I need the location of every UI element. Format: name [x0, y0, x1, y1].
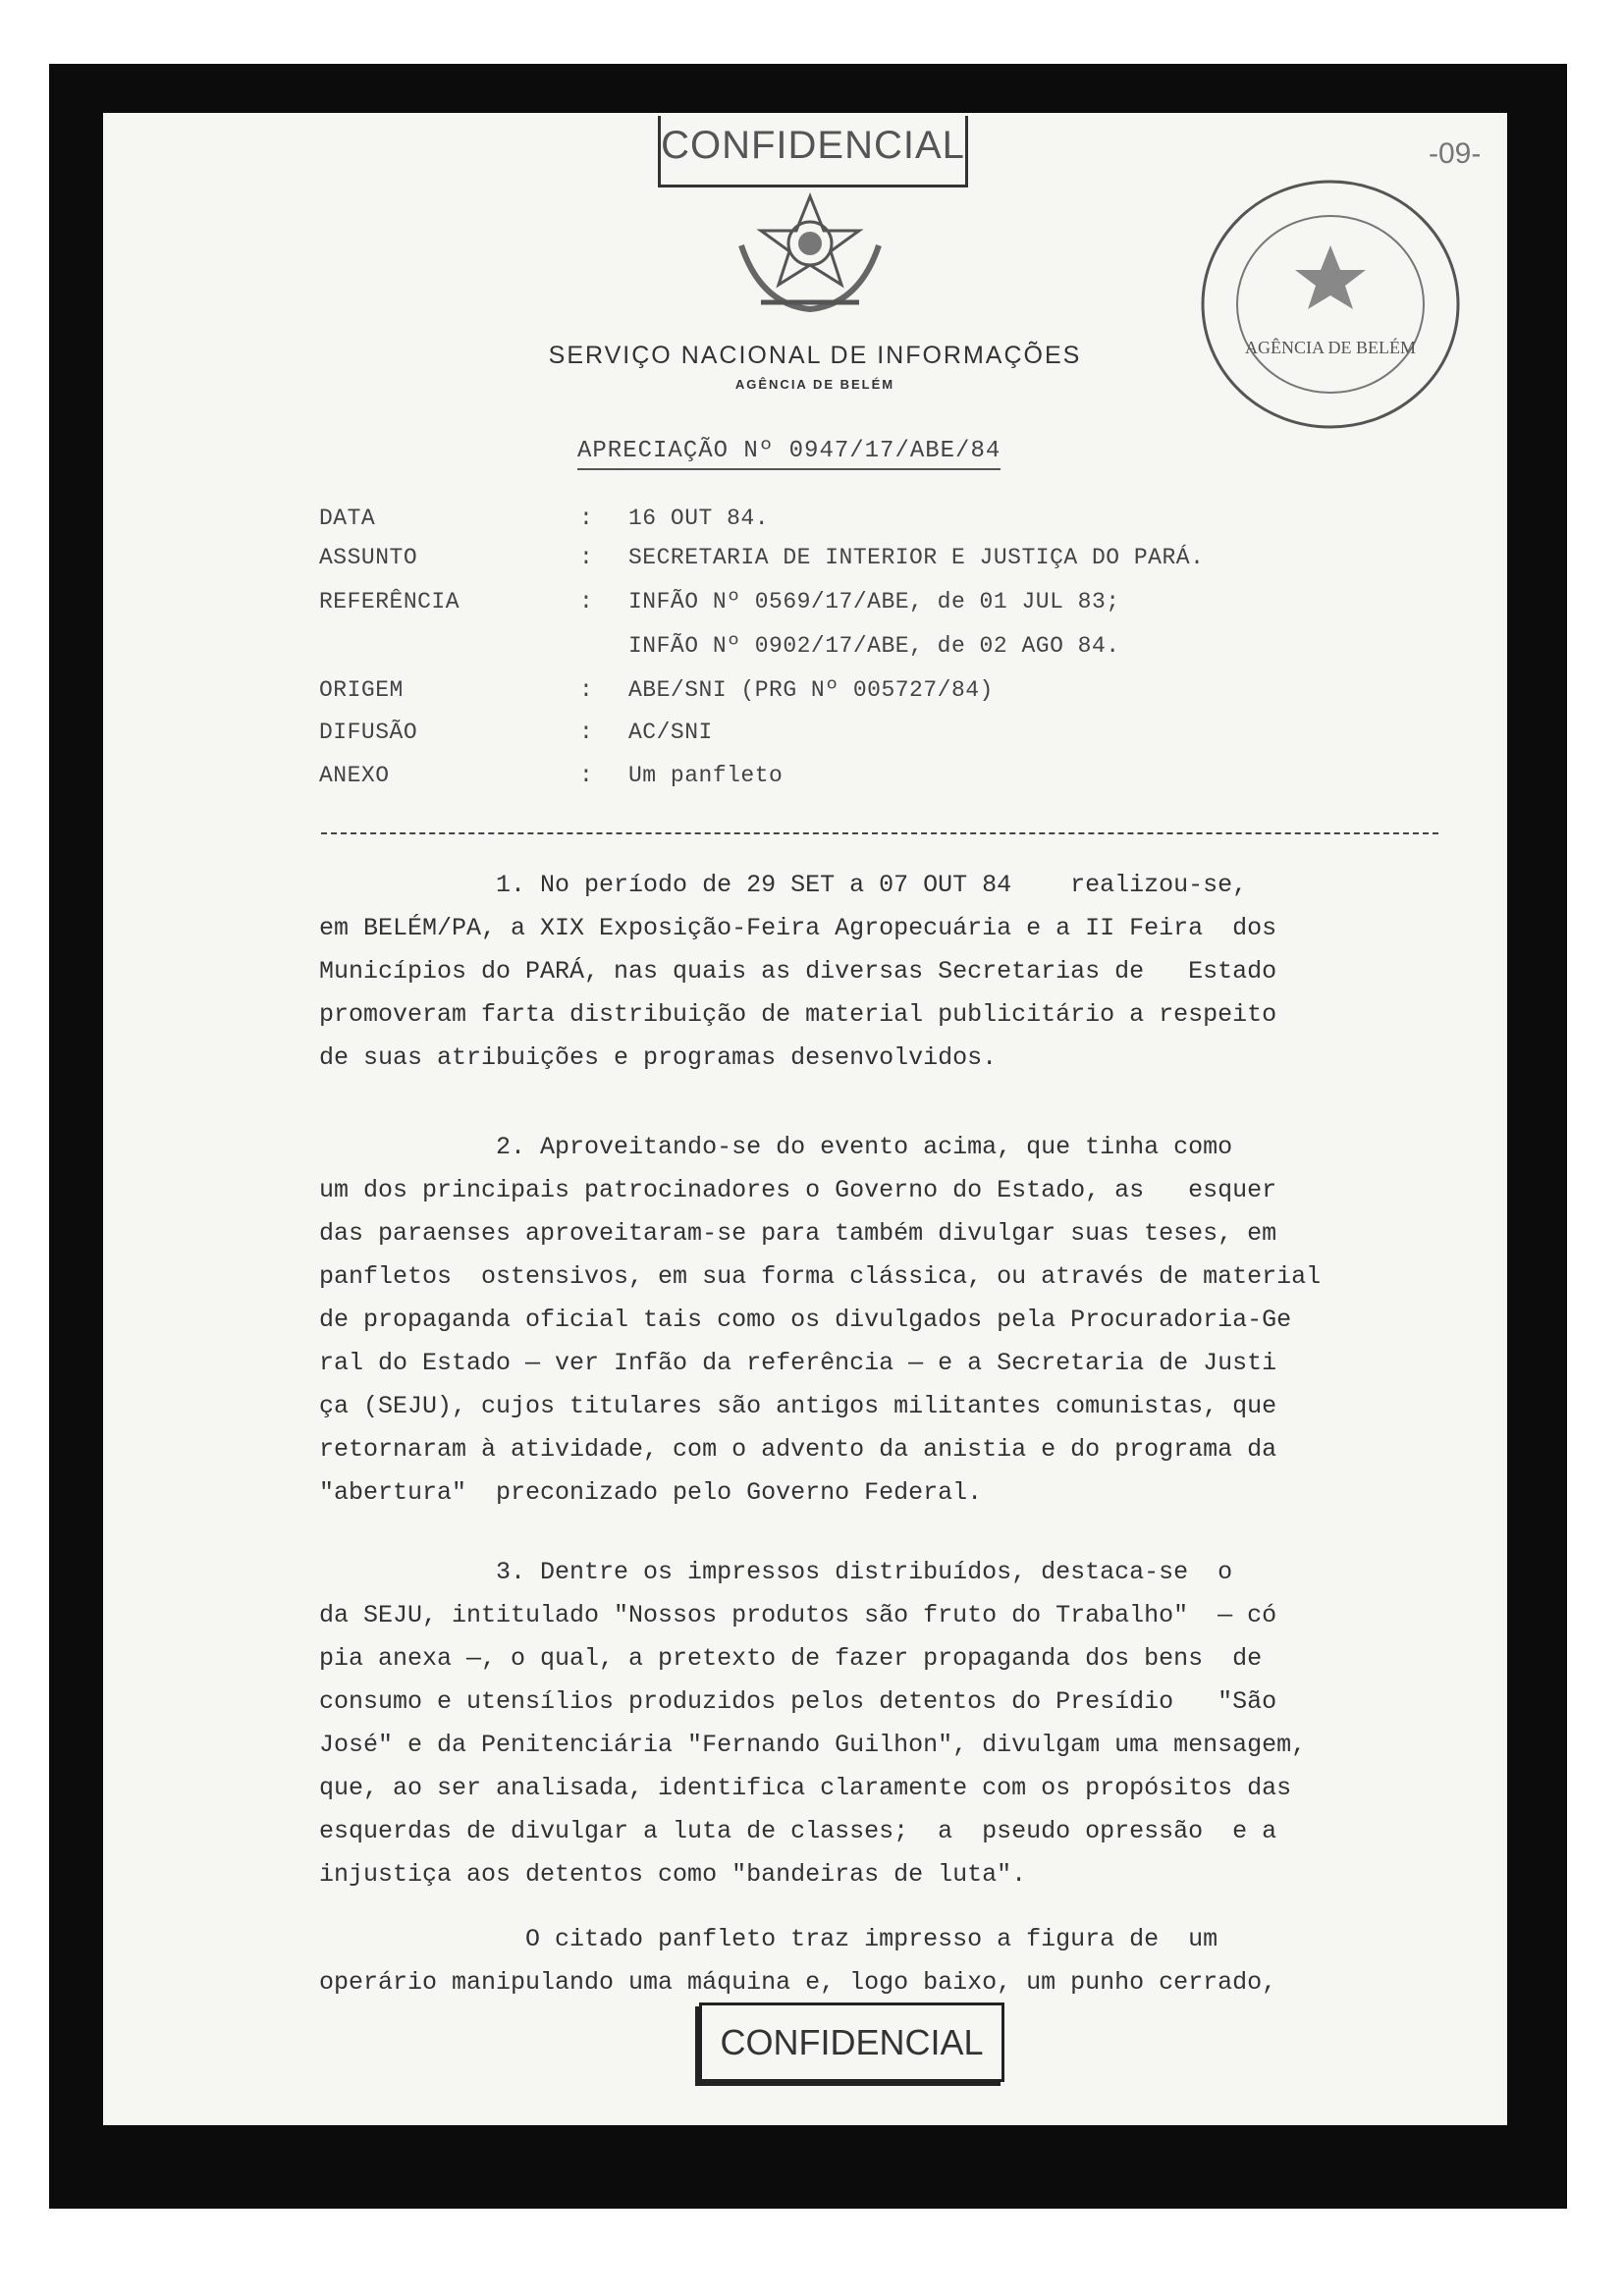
body-line: promoveram farta distribuição de material publicitário a respeito: [319, 1000, 1277, 1029]
page-number: -09-: [1429, 137, 1482, 170]
body-line: um dos principais patrocinadores o Governo do Estado, as esquer: [319, 1176, 1277, 1204]
field-colon: :: [579, 763, 594, 788]
field-value-referencia-1: INFÃO Nº 0569/17/ABE, de 01 JUL 83;: [628, 589, 1120, 614]
field-label-data: DATA: [319, 506, 376, 531]
body-line: da SEJU, intitulado "Nossos produtos são fruto do Trabalho" — có: [319, 1601, 1277, 1629]
body-line: esquerdas de divulgar a luta de classes; a pseudo opressão e a: [319, 1817, 1277, 1845]
confidential-stamp-top: CONFIDENCIAL: [658, 116, 968, 187]
body-line: pia anexa —, o qual, a pretexto de fazer propaganda dos bens de: [319, 1644, 1263, 1673]
body-line: consumo e utensílios produzidos pelos detentos do Presídio "São: [319, 1687, 1277, 1716]
body-line: operário manipulando uma máquina e, logo baixo, um punho cerrado,: [319, 1968, 1277, 1997]
body-line: panfletos ostensivos, em sua forma clássica, ou através de material: [319, 1262, 1322, 1291]
confidential-stamp-bottom: CONFIDENCIAL: [699, 2002, 1004, 2082]
agency-subtitle: AGÊNCIA DE BELÉM: [734, 377, 895, 392]
document-title: APRECIAÇÃO Nº 0947/17/ABE/84: [577, 438, 1001, 470]
body-line: que, ao ser analisada, identifica claramente com os propósitos das: [319, 1774, 1292, 1802]
field-colon: :: [579, 545, 594, 570]
field-value-difusao: AC/SNI: [628, 720, 713, 745]
body-line: Municípios do PARÁ, nas quais as diversas Secretarias de Estado: [319, 957, 1277, 986]
field-value-referencia-2: INFÃO Nº 0902/17/ABE, de 02 AGO 84.: [628, 633, 1120, 659]
body-line: injustiça aos detentos como "bandeiras de luta".: [319, 1860, 1027, 1889]
agency-round-stamp: [1183, 162, 1478, 456]
field-value-origem: ABE/SNI (PRG Nº 005727/84): [628, 677, 994, 703]
field-label-origem: ORIGEM: [319, 677, 404, 703]
field-label-assunto: ASSUNTO: [319, 545, 418, 570]
field-value-assunto: SECRETARIA DE INTERIOR E JUSTIÇA DO PARÁ.: [628, 545, 1205, 570]
body-line: em BELÉM/PA, a XIX Exposição-Feira Agropecuária e a II Feira dos: [319, 914, 1277, 942]
body-line: 2. Aproveitando-se do evento acima, que tinha como: [319, 1133, 1233, 1161]
field-colon: :: [579, 506, 594, 531]
body-line: ral do Estado — ver Infão da referência — e a Secretaria de Justi: [319, 1349, 1277, 1377]
round-stamp-text: AGÊNCIA DE BELÉM: [1245, 338, 1416, 357]
agency-name: SERVIÇO NACIONAL DE INFORMAÇÕES: [548, 342, 1082, 369]
body-line: 1. No período de 29 SET a 07 OUT 84 realizou-se,: [319, 871, 1248, 899]
body-line: das paraenses aproveitaram-se para também divulgar suas teses, em: [319, 1219, 1277, 1248]
separator-rule: [321, 832, 1438, 834]
body-line: de suas atribuições e programas desenvolvidos.: [319, 1043, 998, 1072]
field-value-anexo: Um panfleto: [628, 763, 784, 788]
body-line: "abertura" preconizado pelo Governo Federal.: [319, 1478, 983, 1507]
field-label-referencia: REFERÊNCIA: [319, 589, 460, 614]
field-label-anexo: ANEXO: [319, 763, 390, 788]
body-line: ça (SEJU), cujos titulares são antigos militantes comunistas, que: [319, 1392, 1277, 1420]
field-label-difusao: DIFUSÃO: [319, 720, 418, 745]
body-line: José" e da Penitenciária "Fernando Guilhon", divulgam uma mensagem,: [319, 1731, 1307, 1759]
body-line: de propaganda oficial tais como os divulgados pela Procuradoria-Ge: [319, 1306, 1292, 1334]
coat-of-arms-emblem: [722, 187, 898, 324]
body-line: 3. Dentre os impressos distribuídos, destaca-se o: [319, 1558, 1233, 1586]
body-line: O citado panfleto traz impresso a figura de um: [319, 1925, 1218, 1953]
body-line: retornaram à atividade, com o advento da anistia e do programa da: [319, 1435, 1277, 1464]
field-value-data: 16 OUT 84.: [628, 506, 770, 531]
field-colon: :: [579, 720, 594, 745]
field-colon: :: [579, 589, 594, 614]
field-colon: :: [579, 677, 594, 703]
